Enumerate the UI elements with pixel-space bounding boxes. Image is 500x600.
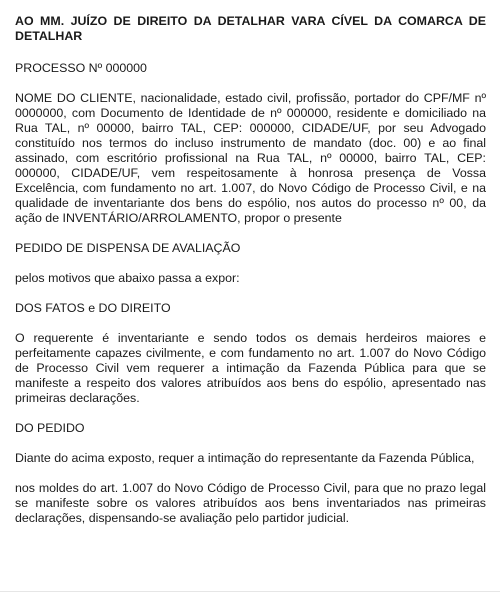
facts-title: DOS FATOS e DO DIREITO	[15, 301, 171, 315]
motives-line: pelos motivos que abaixo passa a expor:	[15, 271, 240, 285]
facts-paragraph: O requerente é inventariante e sendo todos os demais herdeiros maiores e perfeitamente capazes civilmente, e com fundamento no art. 1.007 do Novo Código de Processo Civil vem requerer a intimação da Fazenda Pública para que se manifeste a respeito dos valores atribuídos aos bens do espólio, apresentado nas primeiras declarações.	[15, 331, 486, 405]
request-paragraph-2: nos moldes do art. 1.007 do Novo Código de Processo Civil, para que no prazo legal se manifeste sobre os valores atribuídos aos bens inventariados nas primeiras declarações, dispensando-se avaliação pelo partidor judicial.	[15, 481, 486, 525]
request-section-title: DO PEDIDO	[15, 421, 85, 435]
process-number: PROCESSO Nº 000000	[15, 61, 147, 75]
court-heading: AO MM. JUÍZO DE DIREITO DA DETALHAR VARA CÍVEL DA COMARCA DE DETALHAR	[15, 14, 486, 43]
intro-paragraph: NOME DO CLIENTE, nacionalidade, estado civil, profissão, portador do CPF/MF nº 0000000, com Documento de Identidade de nº 000000, residente e domiciliado na Rua TAL, nº 00000, bairro TAL, CEP: 000000, CIDADE/UF, por seu Advogado constituído nos termos do incluso instrumento de mandato (doc. 00) e ao final assinado, com escritório profissional na Rua TAL, nº 00000, bairro TAL, CEP: 000000, CIDADE/UF, vem respeitosamente à honrosa presença de Vossa Excelência, com fundamento no art. 1.007, do Novo Código de Processo Civil, e na qualidade de inventariante dos bens do espólio, nos autos do processo nº 00, da ação de INVENTÁRIO/ARROLAMENTO, propor o presente	[15, 91, 486, 225]
request-paragraph-1: Diante do acima exposto, requer a intimação do representante da Fazenda Pública,	[15, 451, 475, 465]
page-divider	[0, 591, 500, 592]
request-title: PEDIDO DE DISPENSA DE AVALIAÇÃO	[15, 241, 241, 255]
